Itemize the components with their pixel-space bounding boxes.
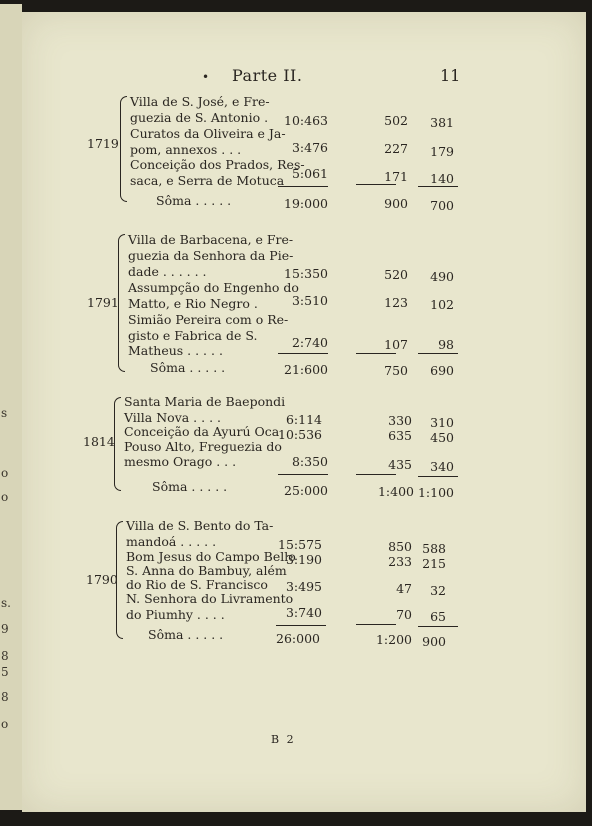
value-col3: 490 bbox=[430, 269, 454, 284]
value-col1: 8:350 bbox=[291, 454, 328, 469]
sum-col1: 19:000 bbox=[284, 196, 328, 211]
place-line: saca, e Serra de Motuca bbox=[130, 173, 285, 188]
value-col1: 3:740 bbox=[285, 605, 322, 620]
value-col3: 102 bbox=[430, 297, 454, 312]
sum-label: Sôma . . . . . bbox=[150, 360, 226, 375]
sum-col1: 26:000 bbox=[276, 631, 320, 646]
value-col2: 171 bbox=[384, 169, 408, 184]
place-line: Simião Pereira com o Re- bbox=[128, 312, 289, 327]
sum-rule bbox=[418, 353, 458, 354]
section-brace bbox=[120, 96, 127, 202]
place-line: Villa de S. José, e Fre- bbox=[130, 94, 270, 109]
sum-rule bbox=[418, 476, 458, 477]
sum-rule bbox=[418, 186, 458, 187]
value-col1: 3:190 bbox=[285, 552, 322, 567]
value-col3: 215 bbox=[422, 556, 446, 571]
place-line: guezia de S. Antonio . bbox=[130, 110, 269, 125]
section-year: 1719 bbox=[87, 136, 119, 151]
place-line: Santa Maria de Baepondi bbox=[124, 394, 286, 409]
sum-col3: 700 bbox=[430, 198, 454, 213]
value-col3: 32 bbox=[430, 583, 446, 598]
value-col1: 15:350 bbox=[284, 266, 328, 281]
sum-col3: 1:100 bbox=[417, 485, 454, 500]
place-line: do Rio de S. Francisco bbox=[126, 577, 268, 592]
place-line: Villa de Barbacena, e Fre- bbox=[128, 232, 294, 247]
place-line: Conceição da Ayurú Oca bbox=[124, 424, 280, 439]
left-page-fragment: s bbox=[1, 406, 8, 420]
sum-rule bbox=[356, 353, 396, 354]
left-page-fragment: o bbox=[1, 490, 9, 504]
sum-rule bbox=[276, 625, 326, 626]
value-col2: 107 bbox=[384, 337, 408, 352]
value-col3: 179 bbox=[430, 144, 454, 159]
value-col1: 3:495 bbox=[285, 579, 322, 594]
adjacent-page-edge bbox=[0, 4, 22, 810]
place-line: Villa Nova . . . . bbox=[124, 410, 221, 425]
sum-col2: 750 bbox=[384, 363, 408, 378]
left-page-fragment: 8 bbox=[1, 649, 9, 663]
value-col2: 330 bbox=[388, 413, 412, 428]
place-line: Pouso Alto, Freguezia do bbox=[124, 439, 282, 454]
value-col2: 47 bbox=[396, 581, 412, 596]
value-col2: 123 bbox=[384, 295, 408, 310]
place-line: Matheus . . . . . bbox=[128, 343, 223, 358]
value-col3: 310 bbox=[430, 415, 454, 430]
value-col1: 2:740 bbox=[291, 335, 328, 350]
place-line: do Piumhy . . . . bbox=[126, 607, 225, 622]
section-year: 1791 bbox=[87, 295, 119, 310]
value-col1: 10:463 bbox=[284, 113, 328, 128]
place-line: Curatos da Oliveira e Ja- bbox=[130, 126, 286, 141]
section-year: 1790 bbox=[86, 572, 118, 587]
page-number: 11 bbox=[440, 66, 461, 85]
value-col2: 635 bbox=[388, 428, 412, 443]
value-col2: 520 bbox=[384, 267, 408, 282]
sum-rule bbox=[278, 353, 328, 354]
place-line: Assumpção do Engenho do bbox=[128, 280, 299, 295]
sum-label: Sôma . . . . . bbox=[152, 479, 228, 494]
value-col2: 502 bbox=[384, 113, 408, 128]
sum-col1: 21:600 bbox=[284, 362, 328, 377]
place-line: mandoá . . . . . bbox=[126, 534, 217, 549]
value-col3: 450 bbox=[430, 430, 454, 445]
place-line: guezia da Senhora da Pie- bbox=[128, 248, 294, 263]
place-line: Bom Jesus do Campo Bello bbox=[126, 549, 296, 564]
header-ornament: • bbox=[202, 70, 210, 84]
value-col1: 5:061 bbox=[291, 166, 328, 181]
value-col2: 435 bbox=[388, 457, 412, 472]
place-line: Villa de S. Bento do Ta- bbox=[126, 518, 274, 533]
sum-rule bbox=[278, 186, 328, 187]
value-col3: 588 bbox=[422, 541, 446, 556]
sum-col3: 900 bbox=[422, 634, 446, 649]
place-line: gisto e Fabrica de S. bbox=[128, 328, 258, 343]
sum-rule bbox=[278, 474, 328, 475]
sum-label: Sôma . . . . . bbox=[156, 193, 232, 208]
left-page-fragment: o bbox=[1, 717, 9, 731]
sum-col2: 1:200 bbox=[375, 632, 412, 647]
value-col3: 140 bbox=[430, 171, 454, 186]
place-line: mesmo Orago . . . bbox=[124, 454, 237, 469]
left-page-fragment: s. bbox=[1, 596, 11, 610]
place-line: dade . . . . . . bbox=[128, 264, 207, 279]
sum-rule bbox=[356, 624, 396, 625]
sum-col2: 1:400 bbox=[377, 484, 414, 499]
value-col1: 3:476 bbox=[291, 140, 328, 155]
sum-rule bbox=[418, 626, 458, 627]
place-line: S. Anna do Bambuy, além bbox=[126, 563, 287, 578]
section-brace bbox=[118, 234, 125, 372]
value-col3: 65 bbox=[430, 609, 446, 624]
section-year: 1814 bbox=[83, 434, 115, 449]
section-brace bbox=[114, 397, 121, 491]
place-line: Matto, e Rio Negro . bbox=[128, 296, 258, 311]
sum-col2: 900 bbox=[384, 196, 408, 211]
value-col1: 6:114 bbox=[285, 412, 322, 427]
value-col1: 15:575 bbox=[278, 537, 322, 552]
value-col2: 850 bbox=[388, 539, 412, 554]
signature-mark: B 2 bbox=[271, 733, 296, 746]
value-col3: 340 bbox=[430, 459, 454, 474]
sum-col1: 25:000 bbox=[284, 483, 328, 498]
value-col3: 381 bbox=[430, 115, 454, 130]
sum-label: Sôma . . . . . bbox=[148, 627, 224, 642]
value-col1: 10:536 bbox=[278, 427, 322, 442]
place-line: N. Senhora do Livramento bbox=[126, 591, 294, 606]
place-line: pom, annexos . . . bbox=[130, 142, 242, 157]
left-page-fragment: 5 bbox=[1, 665, 9, 679]
place-line: Conceição dos Prados, Res- bbox=[130, 157, 305, 172]
left-page-fragment: 9 bbox=[1, 622, 9, 636]
sum-rule bbox=[356, 184, 396, 185]
page-title: Parte II. bbox=[232, 66, 303, 85]
left-page-fragment: o bbox=[1, 466, 9, 480]
value-col2: 227 bbox=[384, 141, 408, 156]
value-col1: 3:510 bbox=[291, 293, 328, 308]
value-col2: 233 bbox=[388, 554, 412, 569]
left-page-fragment: 8 bbox=[1, 690, 9, 704]
value-col3: 98 bbox=[438, 337, 454, 352]
sum-col3: 690 bbox=[430, 363, 454, 378]
sum-rule bbox=[356, 474, 396, 475]
value-col2: 70 bbox=[396, 607, 412, 622]
